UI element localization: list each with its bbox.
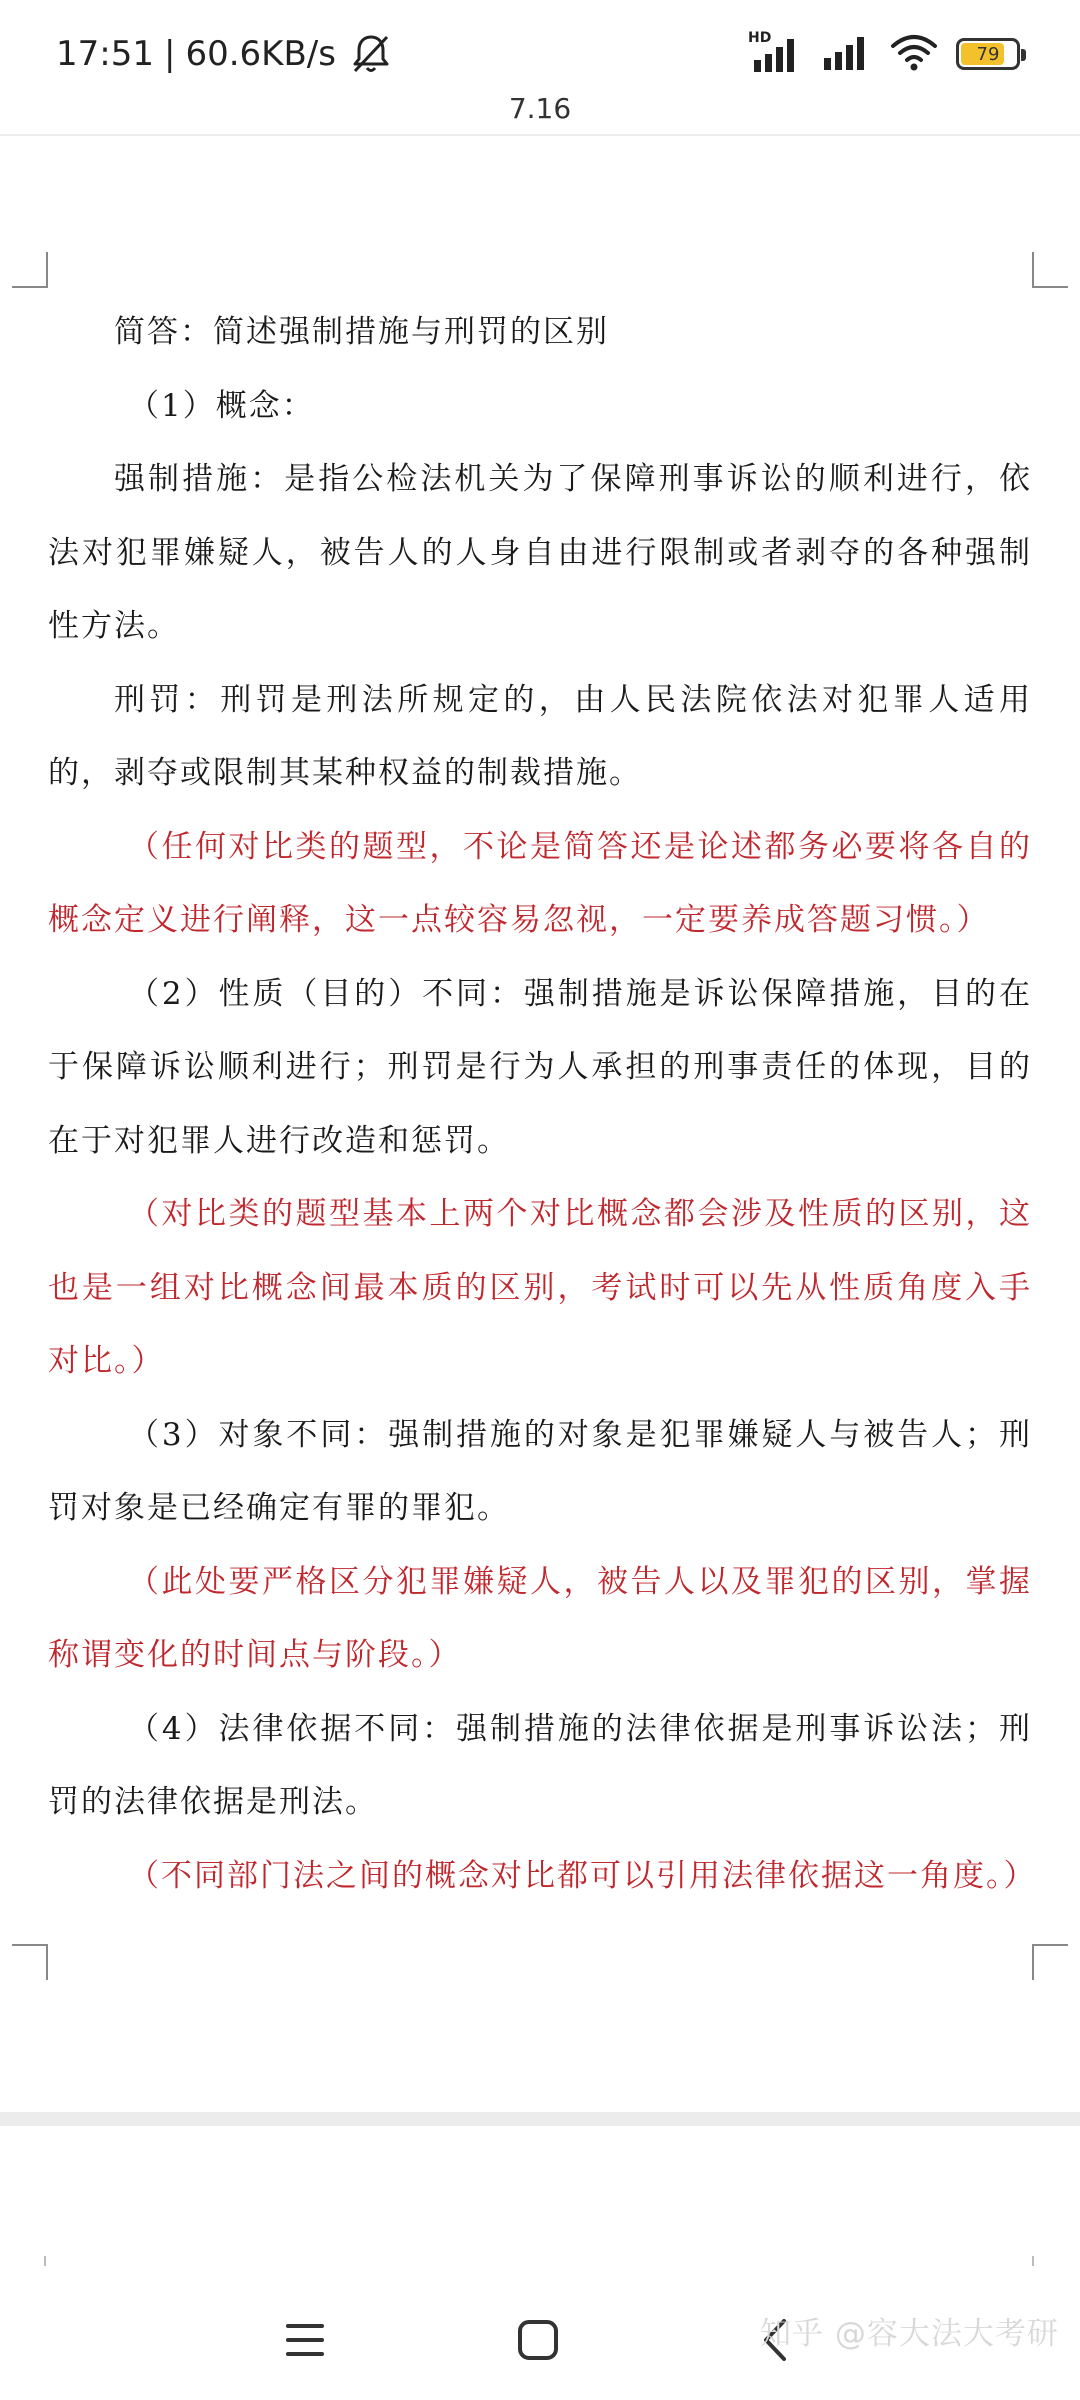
signal-icon	[822, 32, 872, 76]
document-paragraph: （4）法律依据不同：强制措施的法律依据是刑事诉讼法；刑罚的法律依据是刑法。	[48, 1710, 1032, 1820]
page-corner-mark	[12, 252, 48, 288]
mute-icon	[348, 31, 394, 77]
annotation-note: （此处要严格区分犯罪嫌疑人，被告人以及罪犯的区别，掌握称谓变化的时间点与阶段。）	[48, 1563, 1032, 1673]
watermark: 知乎 @容大法大考研	[760, 2316, 1059, 2352]
document-title: 7.16	[508, 92, 572, 125]
document-paragraph: （1）概念：	[128, 387, 315, 424]
battery-level: 79	[976, 43, 1000, 65]
page-separator	[0, 2112, 1080, 2126]
menu-button[interactable]	[275, 2310, 335, 2370]
home-icon	[516, 2318, 560, 2362]
document-paragraph: 刑罚：刑罚是刑法所规定的，由人民法院依法对犯罪人适用的，剥夺或限制其某种权益的制裁措施。	[48, 681, 1032, 791]
page-corner-mark	[12, 1944, 48, 1980]
page-corner-mark	[1032, 252, 1068, 288]
hd-label: HD	[748, 30, 772, 46]
status-time: 17:51	[56, 34, 154, 74]
status-right	[748, 30, 1020, 78]
status-separator: |	[163, 34, 176, 74]
menu-icon	[283, 2320, 327, 2360]
header-divider	[0, 134, 1080, 136]
home-button[interactable]	[508, 2310, 568, 2370]
annotation-note: （不同部门法之间的概念对比都可以引用法律依据这一角度。）	[128, 1857, 1037, 1894]
document-paragraph: （2）性质（目的）不同：强制措施是诉讼保障措施，目的在于保障诉讼顺利进行；刑罚是行为人承担的刑事责任的体现，目的在于对犯罪人进行改造和惩罚。	[48, 975, 1032, 1159]
document-paragraph: （3）对象不同：强制措施的对象是犯罪嫌疑人与被告人；刑罚对象是已经确定有罪的罪犯。	[48, 1416, 1032, 1526]
document-paragraph: 强制措施：是指公检法机关为了保障刑事诉讼的顺利进行，依法对犯罪嫌疑人，被告人的人身自由进行限制或者剥夺的各种强制性方法。	[48, 461, 1032, 644]
document-paragraph: 简答：简述强制措施与刑罚的区别	[114, 314, 609, 350]
signal-hd-icon	[748, 30, 804, 74]
annotation-note: （任何对比类的题型，不论是简答还是论述都务必要将各自的概念定义进行阐释，这一点较容易忽视，一定要养成答题习惯。）	[48, 828, 1032, 938]
annotation-note: （对比类的题型基本上两个对比概念都会涉及性质的区别，这也是一组对比概念间最本质的区别，考试时可以先从性质角度入手对比。）	[48, 1196, 1032, 1379]
document-page[interactable]	[48, 296, 1037, 1913]
status-bar	[0, 0, 1080, 96]
network-speed: 60.6KB/s	[185, 34, 336, 74]
battery-cap	[1021, 49, 1026, 61]
battery-icon	[956, 38, 1020, 70]
wifi-icon	[890, 32, 938, 76]
status-left	[56, 28, 394, 80]
page-tick-mark	[1032, 2256, 1034, 2266]
page-corner-mark	[1032, 1944, 1068, 1980]
page-tick-mark	[44, 2256, 46, 2266]
